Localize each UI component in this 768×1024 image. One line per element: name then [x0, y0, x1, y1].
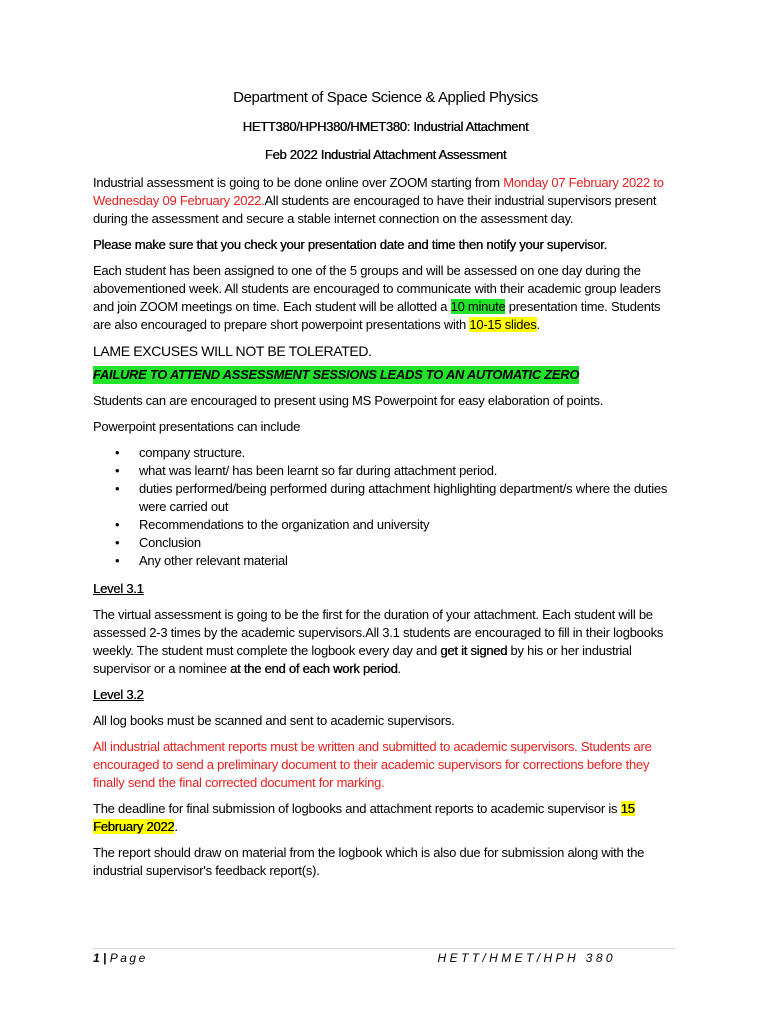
groups-text: Each student has been assigned to one of the 5 groups and will be assessed on one day during the abovementioned week. All students are encouraged to communicate with their academic group leaders and join ZOOM meetings on time. Each student will be allotted a [93, 263, 661, 314]
bullet-icon: • [115, 517, 120, 532]
page-number: 1 | Page [93, 951, 148, 965]
bullet-icon: • [115, 481, 120, 496]
assessment-dates: Monday 07 February 2022 to Wednesday 09 February 2022. [93, 175, 664, 208]
document-title: Department of Space Science & Applied Physics [233, 89, 538, 106]
bullet-icon: • [115, 445, 120, 460]
notice-paragraph: Please make sure that you check your presentation date and time then notify your supervisor. [93, 237, 607, 252]
work-period-emphasis: at the end of each work period [230, 661, 398, 676]
powerpoint-note: Students can are encouraged to present using MS Powerpoint for easy elaboration of points. [93, 393, 604, 408]
warning-text: LAME EXCUSES WILL NOT BE TOLERATED. [93, 343, 372, 359]
list-item: • what was learnt/ has been learnt so far during attachment period. [115, 463, 498, 478]
level-3-1-paragraph: The virtual assessment is going to be the first for the duration of your attachment. Each student will be assessed 2-3 times by the academic supervisors.All 3.1 students are encouraged to fill in their logbooks weekly. The student must complete the logbook every day and get it signed by his or her industrial supervisor or a nominee at the end of each work period. [93, 607, 664, 676]
list-item: • Conclusion [115, 535, 201, 550]
failure-paragraph [93, 366, 678, 384]
document-page [93, 88, 678, 888]
groups-paragraph [93, 262, 678, 334]
presentation-time-highlight: 10 minute [450, 299, 506, 314]
list-item: • duties performed/being performed during attachment highlighting department/s where the duties were carried out [115, 481, 668, 514]
groups-text-2: presentation time. Students are also encouraged to prepare short powerpoint presentations with [93, 299, 661, 332]
report-paragraph: The report should draw on material from the logbook which is also due for submission along with the industrial supervisor's feedback report(s). [93, 845, 645, 878]
groups-text-3: . [536, 317, 540, 332]
intro-text-continued: All students are encouraged to have their industrial supervisors present during the assessment and secure a stable internet connection on the assessment day. [93, 193, 657, 226]
footer-course-code: HETT/HMET/HPH 380 [437, 951, 616, 965]
deadline-paragraph: The deadline for final submission of logbooks and attachment reports to academic supervisor is 15 February 2022. [93, 801, 635, 834]
intro-text: Industrial assessment is going to be done online over ZOOM starting from [93, 175, 504, 190]
slides-highlight: 10-15 slides [469, 317, 537, 332]
list-item: • company structure. [115, 445, 246, 460]
bullet-icon: • [115, 535, 120, 550]
intro-paragraph [93, 174, 678, 228]
course-title: HETT380/HPH380/HMET380: Industrial Attachment [242, 119, 529, 134]
reports-paragraph: All industrial attachment reports must be written and submitted to academic supervisors. Students are encouraged to send a preliminary document to their academic supervisors for corrections before they finally send the final corrected document for marking. [93, 739, 652, 790]
assessment-title: Feb 2022 Industrial Attachment Assessment [264, 147, 507, 162]
content-list [93, 444, 678, 570]
footer-divider [93, 948, 675, 949]
level-3-2-heading: Level 3.2 [93, 687, 144, 702]
bullet-icon: • [115, 463, 120, 478]
level-3-1-heading: Level 3.1 [93, 581, 144, 596]
list-item: • Recommendations to the organization and university [115, 517, 430, 532]
failure-warning: FAILURE TO ATTEND ASSESSMENT SESSIONS LEADS TO AN AUTOMATIC ZERO [93, 367, 580, 382]
deadline-date: 15 February 2022 [93, 801, 635, 834]
list-item: • Any other relevant material [115, 553, 288, 568]
signed-emphasis: get it signed [440, 643, 508, 658]
logbook-scan-paragraph: All log books must be scanned and sent to academic supervisors. [93, 713, 455, 728]
bullet-icon: • [115, 553, 120, 568]
list-intro: Powerpoint presentations can include [93, 419, 301, 434]
